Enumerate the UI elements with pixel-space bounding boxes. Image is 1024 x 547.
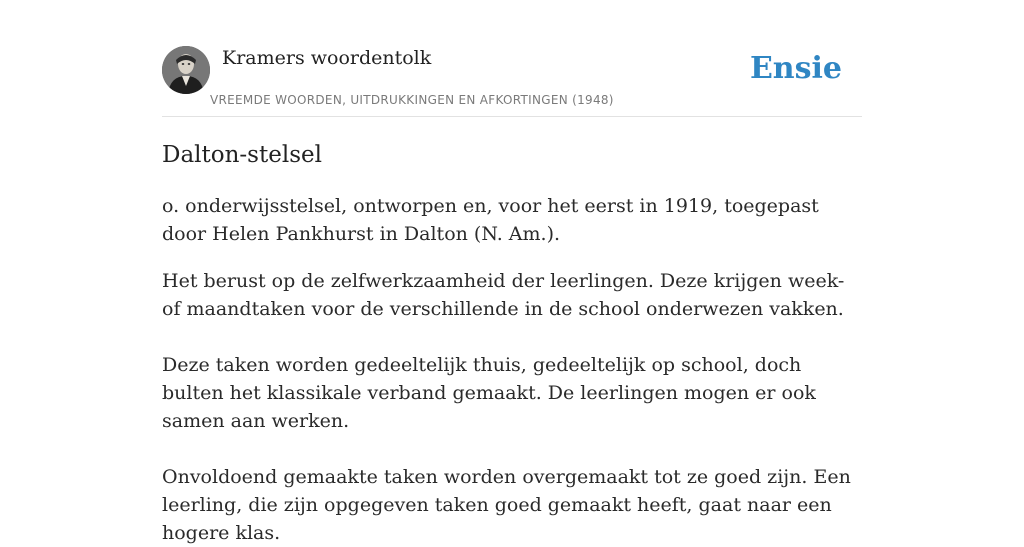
- entry-paragraph: Het berust op de zelfwerkzaamheid der leerlingen. Deze krijgen week- of maandtaken voor de verschillende in de school onderwezen vakken.: [162, 270, 845, 320]
- book-title[interactable]: Kramers woordentolk: [222, 47, 432, 69]
- book-subtitle: VREEMDE WOORDEN, UITDRUKKINGEN EN AFKORTINGEN (1948): [210, 93, 614, 107]
- header: [162, 0, 862, 117]
- entry-paragraph: o. onderwijsstelsel, ontworpen en, voor het eerst in 1919, toegepast door Helen Pankhurst in Dalton (N. Am.).: [162, 195, 819, 245]
- page: [162, 0, 862, 544]
- book-avatar[interactable]: [162, 46, 210, 94]
- portrait-icon: [162, 46, 210, 94]
- entry-title: Dalton-stelsel: [162, 142, 322, 168]
- entry-paragraph: Onvoldoend gemaakte taken worden overgemaakt tot ze goed zijn. Een leerling, die zijn opgegeven taken goed gemaakt heeft, gaat naar een hogere klas.: [162, 466, 851, 544]
- entry-content: [162, 192, 862, 547]
- brand-logo[interactable]: Ensie: [749, 51, 842, 86]
- entry-paragraph: Deze taken worden gedeeltelijk thuis, gedeeltelijk op school, doch bulten het klassikale verband gemaakt. De leerlingen mogen er ook samen aan werken.: [162, 354, 816, 432]
